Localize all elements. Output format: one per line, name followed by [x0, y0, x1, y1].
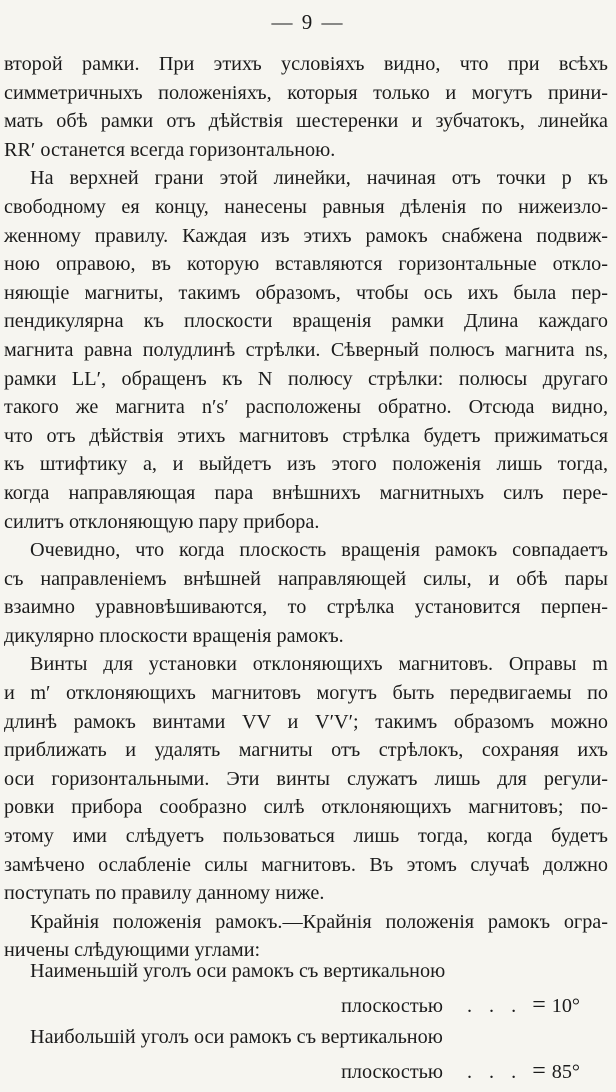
text-line: пендикулярна къ плоскости вращенія рамки Длина каждаго	[4, 310, 608, 333]
angle-value: 85°	[551, 1061, 580, 1083]
equals-sign: =	[532, 1058, 546, 1084]
text-line: свободному ея концу, нанесены равныя дѣленія по нижеизло-	[4, 195, 608, 218]
text-line: няющіе магниты, такимъ образомъ, чтобы ось ихъ была пер-	[4, 281, 608, 304]
text-line: съ направленіемъ внѣшней направляющей силы, и обѣ пары	[4, 567, 608, 590]
angle-row-max	[4, 1026, 608, 1092]
text-line: замѣчено ослабленіе силы магнитовъ. Въ этомъ случаѣ должно	[4, 853, 608, 876]
text-line: дикулярно плоскости вращенія рамокъ.	[4, 624, 344, 647]
text-line: рамки LL′, обращенъ къ N полюсу стрѣлки: полюсы другаго	[4, 367, 608, 390]
text-line: RR′ останется всегда горизонтальною.	[4, 138, 336, 161]
text-line: такого же магнита n′s′ расположены обратно. Отсюда видно,	[4, 396, 608, 419]
text-line: женному правилу. Каждая изъ этихъ рамокъ снабжена подвиж-	[4, 224, 608, 247]
text-line: поступать по правилу данному ниже.	[4, 882, 325, 905]
text-line: ною оправою, въ которую вставляются горизонтальные откло-	[4, 253, 608, 276]
angle-plane-label: плоскостью	[341, 1061, 443, 1083]
text-line: этому ими слѣдуетъ пользоваться лишь тогда, когда будетъ	[4, 825, 608, 848]
angle-value-line	[341, 992, 580, 1019]
angle-value-line	[341, 1058, 580, 1085]
text-line: ровки прибора сообразно силѣ отклоняющихъ магнитовъ; по-	[4, 796, 608, 819]
body-text	[4, 50, 608, 965]
text-line: второй рамки. При этихъ условіяхъ видно, что при всѣхъ	[4, 53, 608, 75]
equals-sign: =	[532, 992, 546, 1018]
text-line: взаимно уравновѣшиваются, то стрѣлка установится перпен-	[4, 596, 608, 619]
text-line: когда направляющая пара внѣшнихъ магнитныхъ силъ пере-	[4, 481, 608, 504]
text-line: къ штифтику a, и выйдетъ изъ этого положенія лишь тогда,	[4, 453, 608, 476]
leader-dots: . . .	[466, 1061, 523, 1083]
text-line: ничены слѣдующими углами:	[4, 939, 261, 962]
text-line: На верхней грани этой линейки, начиная отъ точки p къ	[30, 167, 608, 190]
leader-dots: . . .	[466, 995, 523, 1017]
text-line: силитъ отклоняющую пару прибора.	[4, 510, 320, 533]
angle-row-min	[4, 960, 608, 1026]
angle-description: Наименьшій уголъ оси рамокъ съ вертикальною	[30, 960, 446, 982]
text-line: мать обѣ рамки отъ дѣйствія шестеренки и зубчатокъ, линейка	[4, 110, 608, 133]
text-line: Очевидно, что когда плоскость вращенія рамокъ совпадаетъ	[30, 539, 608, 562]
text-line: что отъ дѣйствія этихъ магнитовъ стрѣлка будетъ прижиматься	[4, 424, 608, 447]
text-line: Винты для установки отклоняющихъ магнитовъ. Оправы m	[30, 653, 608, 676]
angle-description: Наибольшій уголъ оси рамокъ съ вертикальною	[30, 1026, 443, 1048]
text-line: длинѣ рамокъ винтами VV и V′V′; такимъ образомъ можно	[4, 710, 608, 733]
text-line: оси горизонтальными. Эти винты служатъ лишь для регули-	[4, 767, 608, 790]
angle-value: 10°	[551, 995, 580, 1017]
text-line: Крайнія положенія рамокъ.—Крайнія положенія рамокъ огра-	[30, 910, 608, 933]
text-line: магнита равна полудлинѣ стрѣлки. Сѣверный полюсъ магнита ns,	[4, 338, 608, 361]
text-line: и m′ отклоняющихъ магнитовъ могутъ быть передвигаемы по	[4, 682, 608, 705]
angle-limits	[4, 960, 608, 1092]
text-line: приближать и удалять магниты отъ стрѣлокъ, сохраняя ихъ	[4, 739, 608, 762]
angle-plane-label: плоскостью	[341, 995, 443, 1017]
page-number: — 9 —	[271, 10, 345, 34]
text-line: симметричныхъ положеніяхъ, которыя только и могутъ прини-	[4, 81, 608, 104]
